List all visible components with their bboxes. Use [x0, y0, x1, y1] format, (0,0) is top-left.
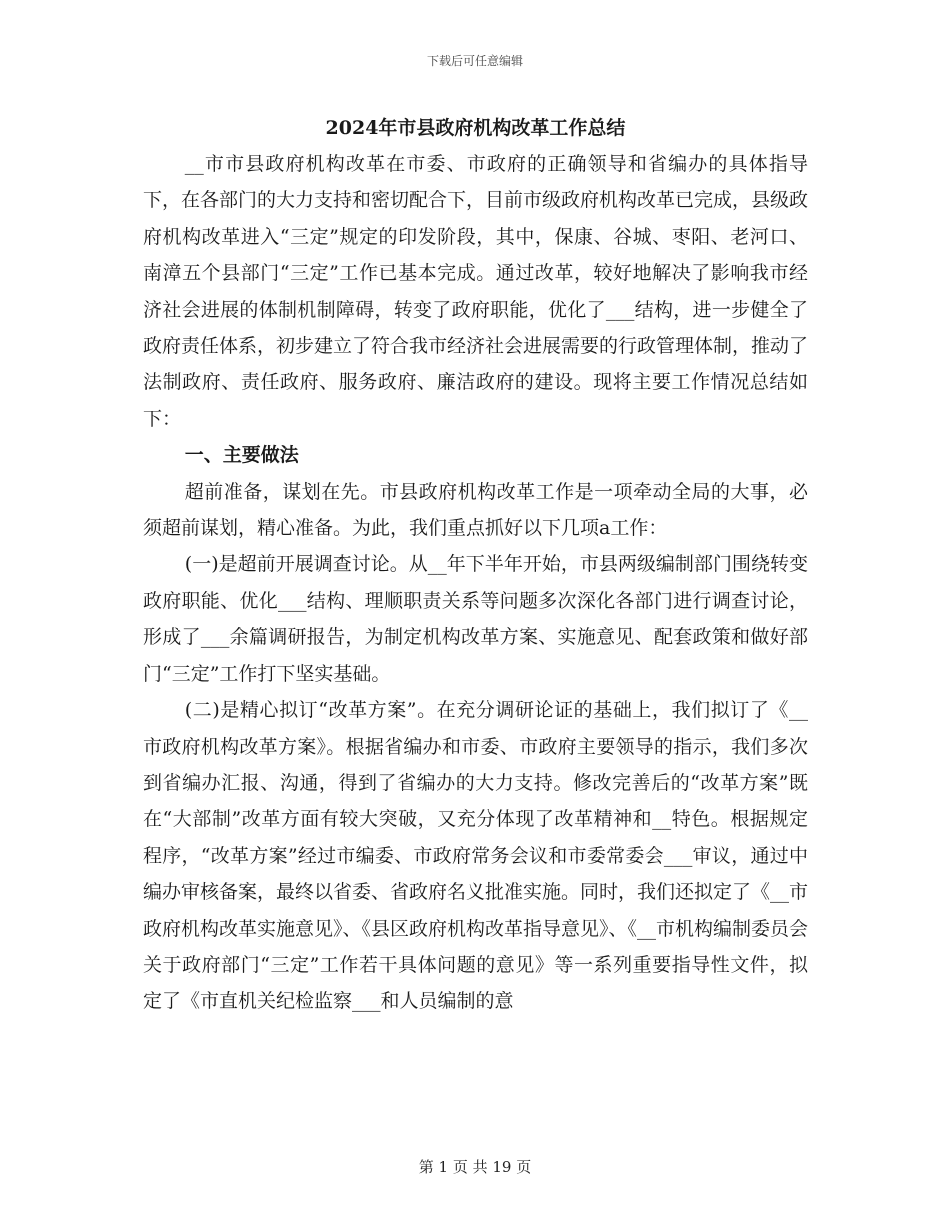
- page-header-note: 下载后可任意编辑: [426, 54, 523, 68]
- section-intro-paragraph: 超前准备，谋划在先。市县政府机构改革工作是一项牵动全局的大事，必须超前谋划，精心准备。为此，我们重点抓好以下几项a工作：: [143, 480, 808, 540]
- document-body: [143, 114, 808, 1020]
- item-paragraph-1: (一)是超前开展调查讨论。从__年下半年开始，市县两级编制部门围绕转变政府职能、优化___结构、理顺职责关系等问题多次深化各部门进行调查讨论，形成了___余篇调研报告，为制定机构改革方案、实施意见、配套政策和做好部门“三定”工作打下坚实基础。: [143, 553, 808, 685]
- item-paragraph-2: (二)是精心拟订“改革方案”。在充分调研论证的基础上，我们拟订了《__市政府机构改革方案》。根据省编办和市委、市政府主要领导的指示，我们多次到省编办汇报、沟通，得到了省编办的大力支持。修改完善后的“改革方案”既在“大部制”改革方面有较大突破，又充分体现了改革精神和__特色。根据规定程序，“改革方案”经过市编委、市政府常务会议和市委常委会___审议，通过中编办审核备案，最终以省委、省政府名义批准实施。同时，我们还拟定了《__市政府机构改革实施意见》、《县区政府机构改革指导意见》、《__市机构编制委员会关于政府部门“三定”工作若干具体问题的意见》等一系列重要指导性文件，拟定了《市直机关纪检监察___和人员编制的意: [143, 699, 809, 1013]
- section-heading: 一、主要做法: [184, 444, 299, 467]
- intro-paragraph: __市市县政府机构改革在市委、市政府的正确领导和省编办的具体指导下，在各部门的大力支持和密切配合下，目前市级政府机构改革已完成，县级政府机构改革进入“三定”规定的印发阶段，其中，保康、谷城、枣阳、老河口、南漳五个县部门“三定”工作已基本完成。通过改革，较好地解决了影响我市经济社会进展的体制机制障碍，转变了政府职能，优化了___结构，进一步健全了政府责任体系，初步建立了符合我市经济社会进展需要的行政管理体制，推动了法制政府、责任政府、服务政府、廉洁政府的建设。现将主要工作情况总结如下：: [143, 153, 809, 430]
- document-title: 2024年市县政府机构改革工作总结: [325, 117, 626, 139]
- page-number-footer: 第 1 页 共 19 页: [418, 1158, 532, 1176]
